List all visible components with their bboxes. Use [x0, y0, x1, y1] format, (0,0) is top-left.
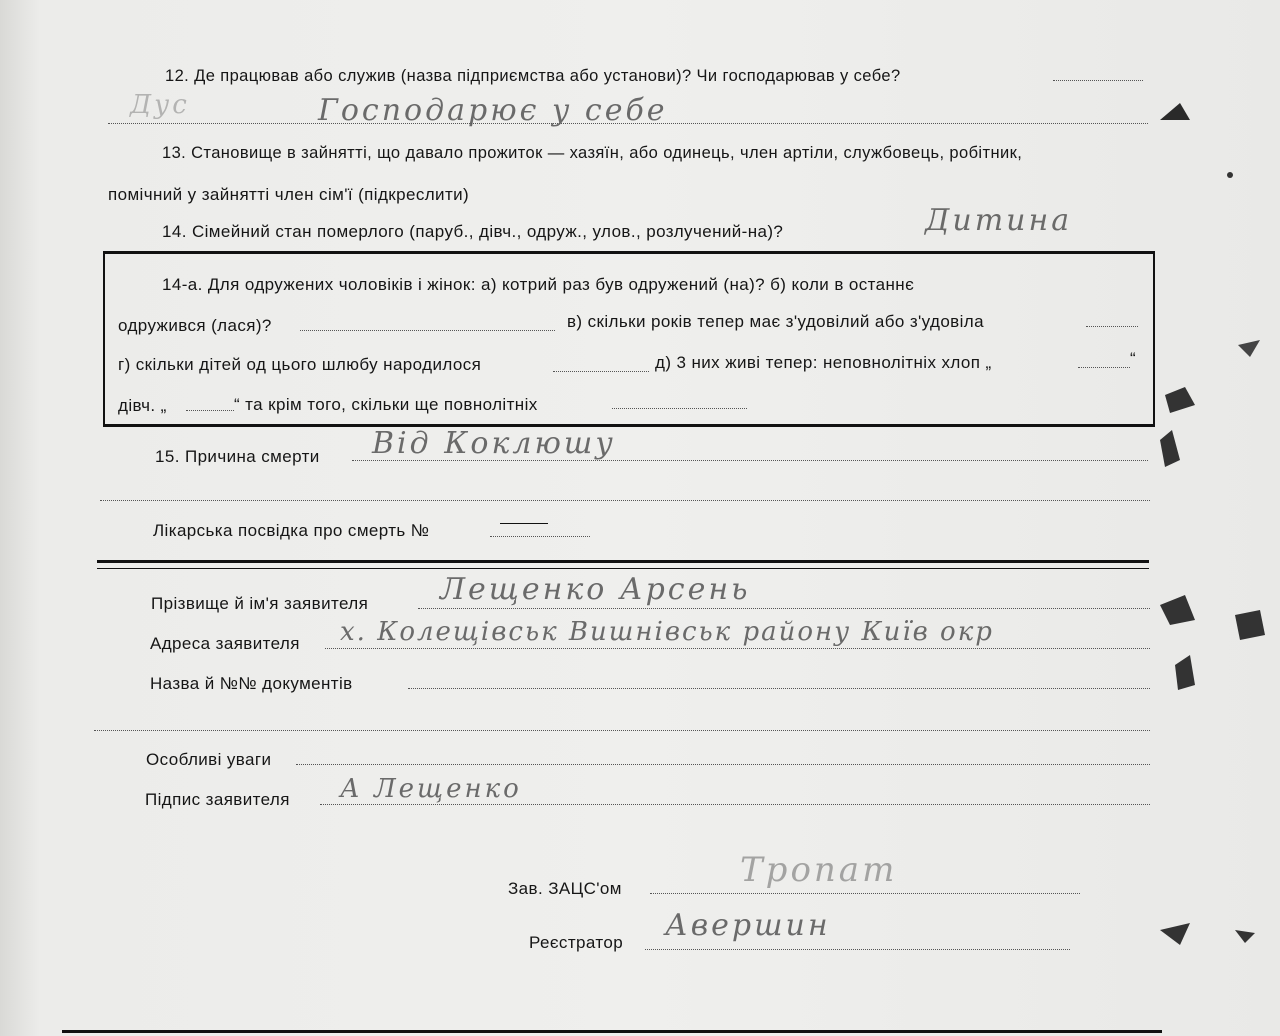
- applicant-name-value: Лещенко Арсень: [440, 572, 751, 607]
- registrar-sign-line: [645, 949, 1070, 950]
- q12-label: 12. Де працював або служив (назва підприємства або установи)? Чи господарював у себе?: [165, 67, 901, 85]
- applicant-address-line: [325, 648, 1150, 649]
- certificate-number-line: [490, 536, 590, 537]
- q14a-children-born-line: [553, 371, 649, 372]
- applicant-sign-label: Підпис заявителя: [145, 790, 290, 809]
- q14-label: 14. Сімейний стан померлого (паруб., дівч., одруж., улов., розлучений-на)?: [162, 222, 784, 241]
- applicant-docs-extra-line: [94, 730, 1150, 731]
- q14a-line1: 14-а. Для одружених чоловіків і жінок: а) котрий раз був одружений (на)? б) коли в останнє: [162, 275, 915, 294]
- q12-answer-line: [108, 123, 1148, 124]
- registrar-signature: Авершин: [665, 908, 831, 943]
- q14a-line2b: в) скільки років тепер має з'удовілий або з'удовіла: [567, 312, 984, 331]
- q14a-line4a: дівч. „: [118, 396, 167, 415]
- q14-answer: Дитина: [925, 203, 1073, 238]
- q13-line2: помічний у зайнятті член сім'ї (підкреслити): [108, 185, 470, 204]
- q14a-married-when-line: [300, 330, 555, 331]
- q12-answer: Господарює у себе: [318, 93, 668, 128]
- q12-dots-end: [1053, 80, 1143, 81]
- bottom-rule: [62, 1030, 1162, 1033]
- applicant-name-label: Прізвище й ім'я заявителя: [151, 594, 369, 613]
- certificate-dash: [500, 523, 548, 524]
- applicant-docs-line: [408, 688, 1150, 689]
- head-signature: Тропат: [740, 850, 898, 890]
- certificate-label: Лікарська посвідка про смерть №: [153, 521, 430, 540]
- applicant-name-line: [418, 608, 1150, 609]
- applicant-signature: А Лещенко: [340, 774, 522, 804]
- q14a-line3c: “: [1130, 349, 1137, 368]
- q14a-line2a: одружився (лася)?: [118, 316, 272, 335]
- applicant-sign-line: [320, 804, 1150, 805]
- registrar-label: Реєстратор: [529, 933, 624, 952]
- q14a-boys-line: [1078, 367, 1130, 368]
- q15-extra-line: [100, 500, 1150, 501]
- q14a-widow-years-line: [1086, 326, 1138, 327]
- q14a-adults-line: [612, 408, 747, 409]
- applicant-address-value: х. Колещівськ Вишнівськ району Київ окр: [340, 617, 994, 647]
- q15-answer-line: [352, 460, 1148, 461]
- applicant-address-label: Адреса заявителя: [150, 634, 300, 653]
- q15-label: 15. Причина смерти: [155, 447, 320, 466]
- q13-line1: 13. Становище в зайнятті, що давало прожиток — хазяїн, або одинець, член артіли, службовець, робітник,: [162, 144, 1023, 162]
- separator-rule-bottom: [97, 568, 1149, 569]
- applicant-notes-line: [296, 764, 1150, 765]
- applicant-notes-label: Особливі уваги: [146, 750, 272, 769]
- q14a-line3a: г) скільки дітей од цього шлюбу народилося: [118, 355, 482, 374]
- page-damage-marks: [1150, 95, 1280, 995]
- q14a-girls-line: [186, 410, 234, 411]
- head-label: Зав. ЗАЦС'ом: [508, 879, 622, 898]
- applicant-docs-label: Назва й №№ документів: [150, 674, 353, 693]
- q12-margin-note: Дус: [130, 90, 190, 120]
- q14a-line3b: д) 3 них живі тепер: неповнолітніх хлоп „: [655, 353, 992, 372]
- q14a-line4b: “ та крім того, скільки ще повнолітніх: [234, 395, 538, 414]
- q15-answer: Від Коклюшу: [372, 426, 616, 461]
- head-sign-line: [650, 893, 1080, 894]
- separator-rule-top: [97, 560, 1149, 563]
